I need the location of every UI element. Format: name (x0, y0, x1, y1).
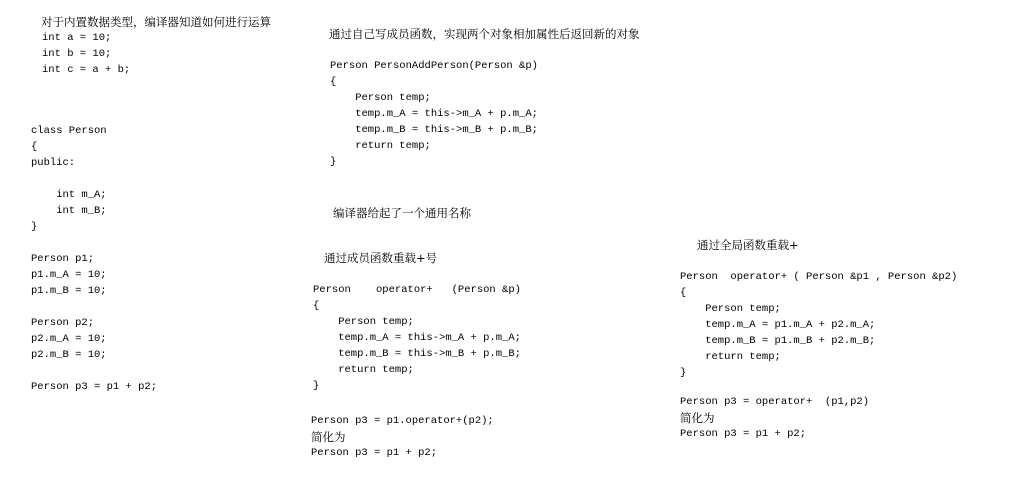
code-line: } (330, 156, 337, 168)
code-line: Person operator+ (Person &p) (313, 284, 521, 296)
code-line: temp.m_B = this->m_B + p.m_B; (330, 124, 538, 136)
member-overload-usage (311, 413, 494, 461)
code-line: p2.m_B = 10; (31, 349, 107, 361)
code-line: { (680, 287, 687, 299)
code-line: return temp; (313, 364, 414, 376)
code-line: public: (31, 157, 76, 169)
member-overload-code (313, 282, 521, 394)
member-overload-title: 通过成员函数重载+号 (324, 251, 438, 265)
compiler-name-note: 编译器给起了一个通用名称 (333, 206, 471, 220)
code-line: temp.m_B = p1.m_B + p2.m_B; (680, 335, 876, 347)
code-line: temp.m_B = this->m_B + p.m_B; (313, 348, 521, 360)
code-line: return temp; (330, 140, 431, 152)
code-line: int m_A; (31, 189, 107, 201)
simplify-label: 简化为 (311, 430, 346, 444)
code-line: temp.m_A = this->m_A + p.m_A; (313, 332, 521, 344)
code-line: } (31, 221, 38, 233)
code-line: p2.m_A = 10; (31, 333, 107, 345)
usage-short: Person p3 = p1 + p2; (680, 428, 807, 440)
code-line (31, 363, 157, 379)
code-line (31, 299, 157, 315)
code-line: p1.m_A = 10; (31, 269, 107, 281)
code-line: int c = a + b; (42, 64, 131, 76)
code-line: p1.m_B = 10; (31, 285, 107, 297)
code-line: int a = 10; (42, 32, 112, 44)
usage-full: Person p3 = operator+ (p1,p2) (680, 396, 870, 408)
usage-short: Person p3 = p1 + p2; (311, 447, 438, 459)
code-line: { (330, 76, 337, 88)
class-definition-code (31, 123, 107, 235)
usage-full: Person p3 = p1.operator+(p2); (311, 415, 494, 427)
code-line: temp.m_A = this->m_A + p.m_A; (330, 108, 538, 120)
code-line: return temp; (680, 351, 781, 363)
code-line: temp.m_A = p1.m_A + p2.m_A; (680, 319, 876, 331)
builtin-types-title: 对于内置数据类型，编译器知道如何进行运算 (41, 15, 271, 29)
code-line: Person temp; (680, 303, 781, 315)
member-function-code (330, 58, 538, 170)
code-line: Person p1; (31, 253, 95, 265)
code-line: int b = 10; (42, 48, 112, 60)
global-overload-usage (680, 394, 869, 442)
code-line: Person temp; (330, 92, 431, 104)
builtin-code (42, 30, 130, 78)
code-line (31, 171, 107, 187)
code-line: } (313, 380, 320, 392)
code-line: Person temp; (313, 316, 414, 328)
global-overload-code (680, 269, 957, 381)
objects-code (31, 251, 157, 395)
member-function-title: 通过自己写成员函数，实现两个对象相加属性后返回新的对象 (329, 27, 640, 41)
simplify-label: 简化为 (680, 411, 715, 425)
code-line: Person operator+ ( Person &p1 , Person &p2) (680, 271, 958, 283)
code-line: Person p2; (31, 317, 95, 329)
code-line: Person PersonAddPerson(Person &p) (330, 60, 538, 72)
code-line: } (680, 367, 687, 379)
code-line: int m_B; (31, 205, 107, 217)
code-line: { (313, 300, 320, 312)
code-line: Person p3 = p1 + p2; (31, 381, 158, 393)
code-line: class Person (31, 125, 107, 137)
code-line: { (31, 141, 38, 153)
global-overload-title: 通过全局函数重载+ (697, 238, 799, 252)
